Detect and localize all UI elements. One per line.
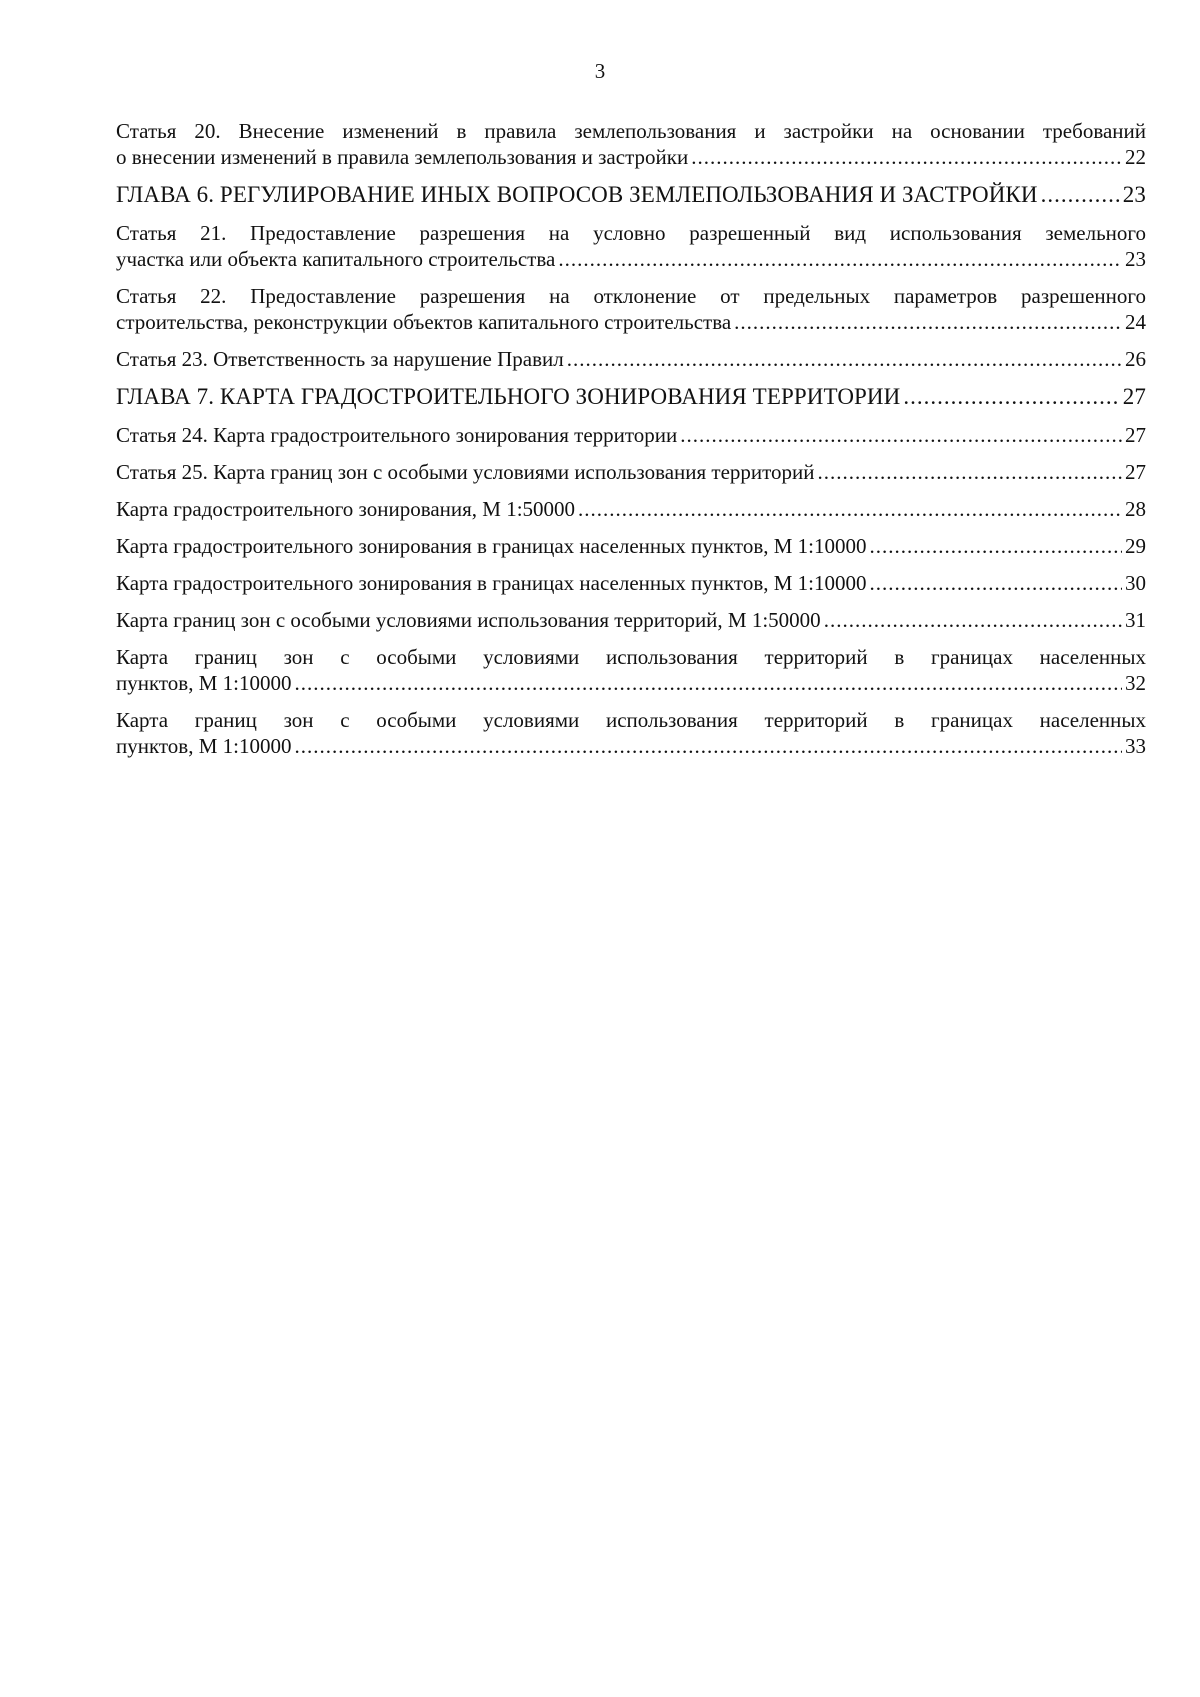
toc-page-number: 26 [1125,347,1146,371]
toc-entry-text [116,459,1146,485]
toc-entry-line [116,496,1146,522]
toc-page-number: 27 [1125,423,1146,447]
toc-entry-title: ГЛАВА 7. КАРТА ГРАДОСТРОИТЕЛЬНОГО ЗОНИРОВАНИЯ ТЕРРИТОРИИ [116,384,901,409]
toc-entry-first-line: Карта границ зон с особыми условиями использования территорий в границах населенных [116,645,1146,669]
toc-chapter-entry[interactable] [116,181,1146,209]
toc-entry-line [116,309,1146,335]
dot-leader [691,144,1122,170]
toc-entry-text [116,570,1146,596]
toc-entry-text [116,533,1146,559]
page-number: 3 [594,59,606,83]
toc-entry-text [116,346,1146,372]
toc-entry-text [116,644,1146,696]
toc-chapter-entry[interactable] [116,383,1146,411]
toc-entry-text [116,607,1146,633]
dot-leader [824,607,1122,633]
toc-entry-text [116,283,1146,335]
toc-entry-title: о внесении изменений в правила землепользования и застройки [116,145,689,169]
toc-page-number: 28 [1125,497,1146,521]
toc-page-number: 23 [1122,182,1146,207]
toc-article-entry[interactable] [116,570,1146,596]
toc-entry-title: строительства, реконструкции объектов капитального строительства [116,310,732,334]
dot-leader [734,309,1122,335]
toc-entry-title: Карта градостроительного зонирования в границах населенных пунктов, М 1:10000 [116,571,867,595]
toc-article-entry[interactable] [116,118,1146,170]
toc-entry-first-line: Статья 21. Предоставление разрешения на условно разрешенный вид использования земельного [116,221,1146,245]
toc-article-entry[interactable] [116,283,1146,335]
table-of-contents [116,118,1146,770]
toc-entry-title: Карта градостроительного зонирования, М 1:50000 [116,497,576,521]
toc-entry-text [116,181,1146,209]
toc-page-number: 31 [1125,608,1146,632]
dot-leader [1041,181,1120,209]
toc-page-number: 29 [1125,534,1146,558]
toc-article-entry[interactable] [116,220,1146,272]
toc-entry-line [116,181,1146,209]
toc-entry-title: Карта градостроительного зонирования в границах населенных пунктов, М 1:10000 [116,534,867,558]
dot-leader [818,459,1122,485]
toc-entry-title: пунктов, М 1:10000 [116,671,292,695]
toc-page-number: 23 [1125,247,1146,271]
toc-entry-title: участка или объекта капитального строительства [116,247,556,271]
toc-article-entry[interactable] [116,496,1146,522]
toc-article-entry[interactable] [116,707,1146,759]
toc-entry-title: Статья 24. Карта градостроительного зонирования территории [116,423,678,447]
toc-page-number: 27 [1125,460,1146,484]
toc-entry-line [116,144,1146,170]
dot-leader [578,496,1122,522]
toc-article-entry[interactable] [116,607,1146,633]
dot-leader [870,533,1123,559]
dot-leader [903,383,1119,411]
toc-article-entry[interactable] [116,422,1146,448]
toc-entry-text [116,707,1146,759]
toc-entry-text [116,422,1146,448]
dot-leader [870,570,1123,596]
toc-entry-line [116,670,1146,696]
toc-article-entry[interactable] [116,644,1146,696]
toc-entry-first-line: Карта границ зон с особыми условиями использования территорий в границах населенных [116,708,1146,732]
toc-article-entry[interactable] [116,533,1146,559]
toc-entry-text [116,220,1146,272]
toc-entry-line [116,459,1146,485]
toc-page-number: 22 [1125,145,1146,169]
toc-entry-line [116,346,1146,372]
dot-leader [294,733,1122,759]
toc-entry-title: Статья 23. Ответственность за нарушение Правил [116,347,564,371]
toc-entry-line [116,533,1146,559]
toc-page-number: 33 [1125,734,1146,758]
toc-page-number: 27 [1122,384,1146,409]
toc-entry-first-line: Статья 20. Внесение изменений в правила землепользования и застройки на основании требований [116,119,1146,143]
dot-leader [680,422,1122,448]
toc-entry-title: ГЛАВА 6. РЕГУЛИРОВАНИЕ ИНЫХ ВОПРОСОВ ЗЕМЛЕПОЛЬЗОВАНИЯ И ЗАСТРОЙКИ [116,182,1038,207]
toc-page-number: 30 [1125,571,1146,595]
toc-entry-text [116,496,1146,522]
toc-page-number: 24 [1125,310,1146,334]
dot-leader [567,346,1122,372]
toc-entry-line [116,422,1146,448]
toc-entry-line [116,383,1146,411]
toc-entry-line [116,570,1146,596]
toc-entry-title: Статья 25. Карта границ зон с особыми условиями использования территорий [116,460,815,484]
toc-entry-first-line: Статья 22. Предоставление разрешения на отклонение от предельных параметров разрешенного [116,284,1146,308]
toc-page-number: 32 [1125,671,1146,695]
toc-entry-title: Карта границ зон с особыми условиями использования территорий, М 1:50000 [116,608,821,632]
toc-article-entry[interactable] [116,346,1146,372]
toc-entry-title: пунктов, М 1:10000 [116,734,292,758]
toc-entry-line [116,607,1146,633]
toc-entry-line [116,733,1146,759]
dot-leader [294,670,1122,696]
dot-leader [558,246,1122,272]
toc-article-entry[interactable] [116,459,1146,485]
toc-entry-text [116,383,1146,411]
toc-entry-line [116,246,1146,272]
toc-entry-text [116,118,1146,170]
